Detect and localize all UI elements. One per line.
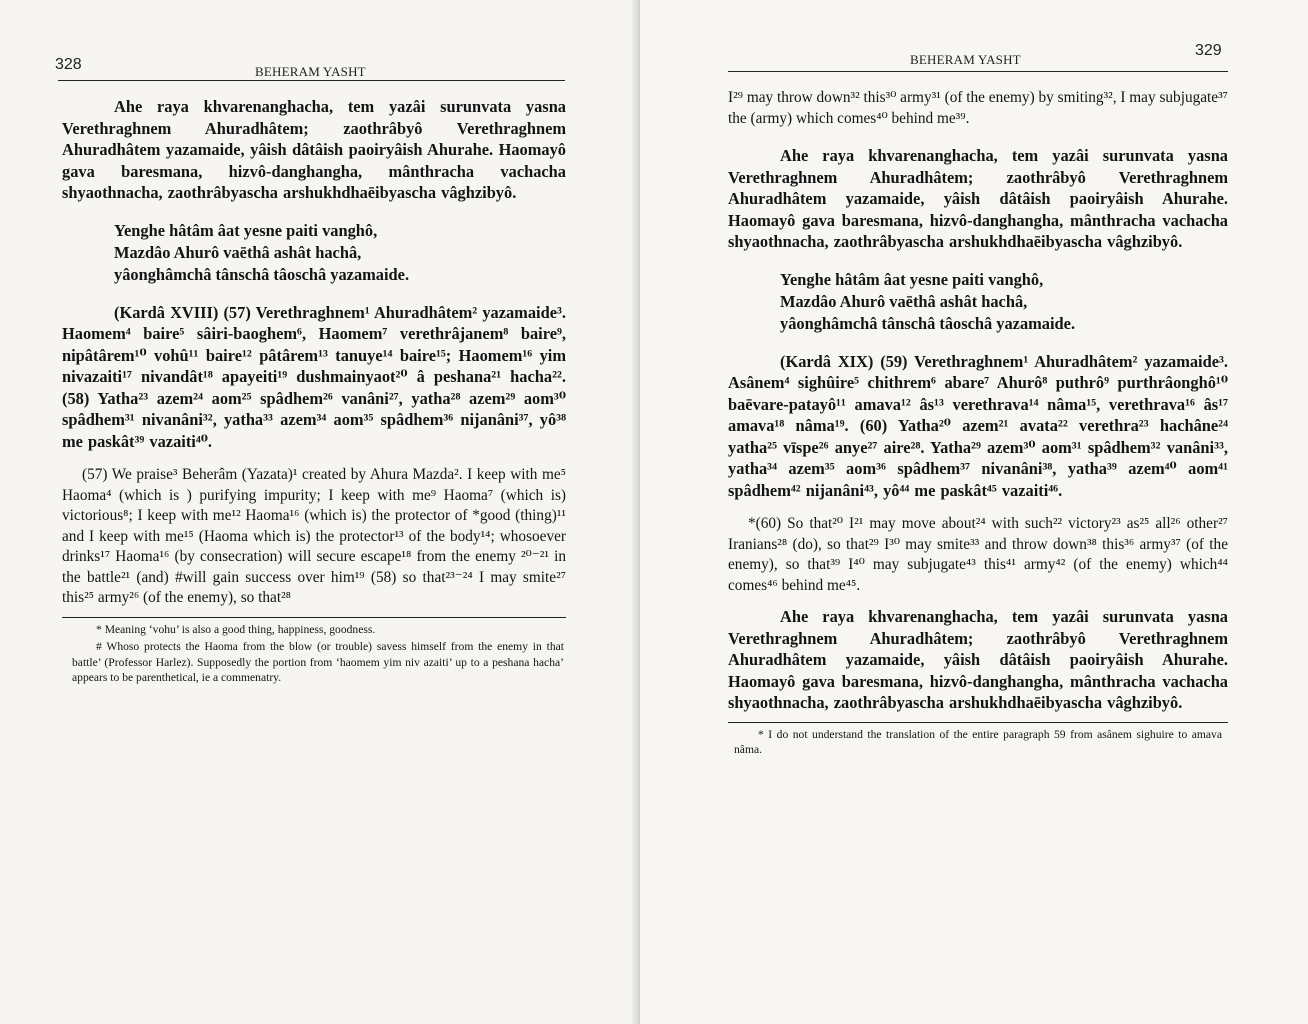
translation-paragraph: *(60) So that²⁰ I²¹ may move about²⁴ with such²² victory²³ as²⁵ all²⁶ other²⁷ Iranians²⁸ (do), so that²⁹ I³⁰ may smite³³ and throw down³⁸ this³⁶ army³⁷ (of the enemy), so that³⁹ I⁴⁰ may subjugate⁴³ this⁴¹ army⁴² (of the enemy) which⁴⁴ comes⁴⁶ behind me⁴⁵. — [728, 515, 1228, 594]
verse-block — [62, 220, 566, 286]
verse-line: yâonghâmchâ tânschâ tâoschâ yazamaide. — [780, 313, 1076, 333]
translation-paragraph: (57) We praise³ Beherâm (Yazata)¹ created by Ahura Mazda². I keep with me⁵ Haoma⁴ (which is ) purifying impurity; I keep with me⁹ Haoma⁷ (which is) victorious⁸; I keep with me¹² Haoma¹⁶ (which is) the protector of *good (thing)¹¹ and I keep with me¹⁵ (Haoma which is) the protector¹³ of the body¹⁴; whosoever drinks¹⁷ Haoma¹⁶ (by consecration) will secure escape¹⁸ from the enemy ²⁰⁻²¹ in the battle²¹ (and) #will gain success over him¹⁹ (58) so that²³⁻²⁴ I may smite²⁷ this²⁵ army²⁶ (of the enemy), so that²⁸ — [62, 466, 566, 606]
verse-line: Mazdâo Ahurô vaēthâ ashât hachâ, — [114, 242, 362, 262]
invocation-paragraph: Ahe raya khvarenanghacha, tem yazâi surunvata yasna Verethraghnem Ahuradhâtem; zaothrâbyô Verethraghnem Ahuradhâtem yazamaide, yâish dâtâish paoiryâish Ahurahe. Haomayô gava baresmana, hizvô-danghangha, mânthracha vachacha shyaothnacha, zaothrâbyascha arshukhdhaēibyascha vâghzibyô. — [728, 607, 1228, 712]
page-number: 328 — [55, 56, 82, 73]
header-rule — [58, 80, 565, 81]
verse-line: Yenghe hâtâm âat yesne paiti vanghô, — [114, 220, 378, 240]
verse-line: yâonghâmchâ tânschâ tâoschâ yazamaide. — [114, 264, 410, 284]
karda-paragraph: (Kardâ XVIII) (57) Verethraghnem¹ Ahuradhâtem² yazamaide³. Haomem⁴ baire⁵ sâiri-baoghem⁶, Haomem⁷ verethrâjanem⁸ baire⁹, nipâtârem¹⁰ vohû¹¹ baire¹² pâtârem¹³ tanuye¹⁴ baire¹⁵; Haomem¹⁶ yim nivazaiti¹⁷ nivandât¹⁸ apayeiti¹⁹ dushmainyaot²⁰ â peshana²¹ hacha²². (58) Yatha²³ azem²⁴ aom²⁵ spâdhem²⁶ vanâni²⁷, yatha²⁸ azem²⁹ aom³⁰ spâdhem³¹ nivanâni³², yatha³³ azem³⁴ aom³⁵ spâdhem³⁶ nijanâni³⁷, yô³⁸ me paskât³⁹ vazaiti⁴⁰. — [62, 302, 566, 451]
header-rule — [728, 71, 1228, 72]
right-page — [640, 0, 1308, 1024]
continuation-paragraph: I²⁹ may throw down³² this³⁰ army³¹ (of the enemy) by smiting³², I may subjugate³⁷ the (army) which comes⁴⁰ behind me³⁹. — [728, 89, 1228, 127]
left-page — [0, 0, 640, 1024]
page-number: 329 — [1195, 42, 1222, 59]
running-head: BEHERAM YASHT — [910, 52, 1021, 67]
karda-paragraph: (Kardâ XIX) (59) Verethraghnem¹ Ahuradhâtem² yazamaide³. Asânem⁴ sighûire⁵ chithrem⁶ abare⁷ Ahurô⁸ puthrô⁹ purthrâonghô¹⁰ baēvare-patayô¹¹ amava¹² âs¹³ verethrava¹⁴ nâma¹⁵, verethrava¹⁶ âs¹⁷ amava¹⁸ nâma¹⁹. (60) Yatha²⁰ azem²¹ avata²² verethra²³ hachâne²⁴ yatha²⁵ vīspe²⁶ anye²⁷ aire²⁸. Yatha²⁹ azem³⁰ aom³¹ spâdhem³² vanâni³³, yatha³⁴ azem³⁵ aom³⁶ spâdhem³⁷ nivanâni³⁸, yatha³⁹ azem⁴⁰ aom⁴¹ spâdhem⁴² nijanâni⁴³, yô⁴⁴ me paskât⁴⁵ vazaiti⁴⁶. — [728, 351, 1228, 500]
footnote: # Whoso protects the Haoma from the blow (or trouble) savess himself from the enemy in that battle’ (Professor Harlez). Supposedly the portion from ‘haomem yim niv azaiti’ up to a peshana hacha’ appears to be parenthetical, ie a commenatry. — [72, 640, 564, 684]
footnote: * I do not understand the translation of the entire paragraph 59 from asânem sighuire to amava nâma. — [734, 727, 1222, 756]
text-column — [728, 88, 1228, 758]
invocation-paragraph: Ahe raya khvarenanghacha, tem yazâi surunvata yasna Verethraghnem Ahuradhâtem; zaothrâbyô Verethraghnem Ahuradhâtem yazamaide, yâish dâtâish paoiryâish Ahurahe. Haomayô gava baresmana, hizvô-danghangha, mânthracha vachacha shyaothnacha, zaothrâbyascha arshukhdhaēibyascha vâghzibyô. — [728, 146, 1228, 251]
footnote-rule — [728, 722, 1228, 723]
running-head: BEHERAM YASHT — [255, 64, 366, 79]
verse-line: Mazdâo Ahurô vaēthâ ashât hachâ, — [780, 291, 1028, 311]
footnote-rule — [62, 617, 566, 618]
invocation-paragraph: Ahe raya khvarenanghacha, tem yazâi surunvata yasna Verethraghnem Ahuradhâtem; zaothrâbyô Verethraghnem Ahuradhâtem yazamaide, yâish dâtâish paoiryâish Ahurahe. Haomayô gava baresmana, hizvô-danghangha, mânthracha vachacha shyaothnacha, zaothrâbyascha arshukhdhaēibyascha vâghzibyô. — [62, 97, 566, 202]
verse-line: Yenghe hâtâm âat yesne paiti vanghô, — [780, 269, 1044, 289]
text-column — [62, 96, 566, 686]
verse-block — [728, 269, 1228, 335]
footnote: * Meaning ‘vohu’ is also a good thing, happiness, goodness. — [96, 622, 376, 636]
